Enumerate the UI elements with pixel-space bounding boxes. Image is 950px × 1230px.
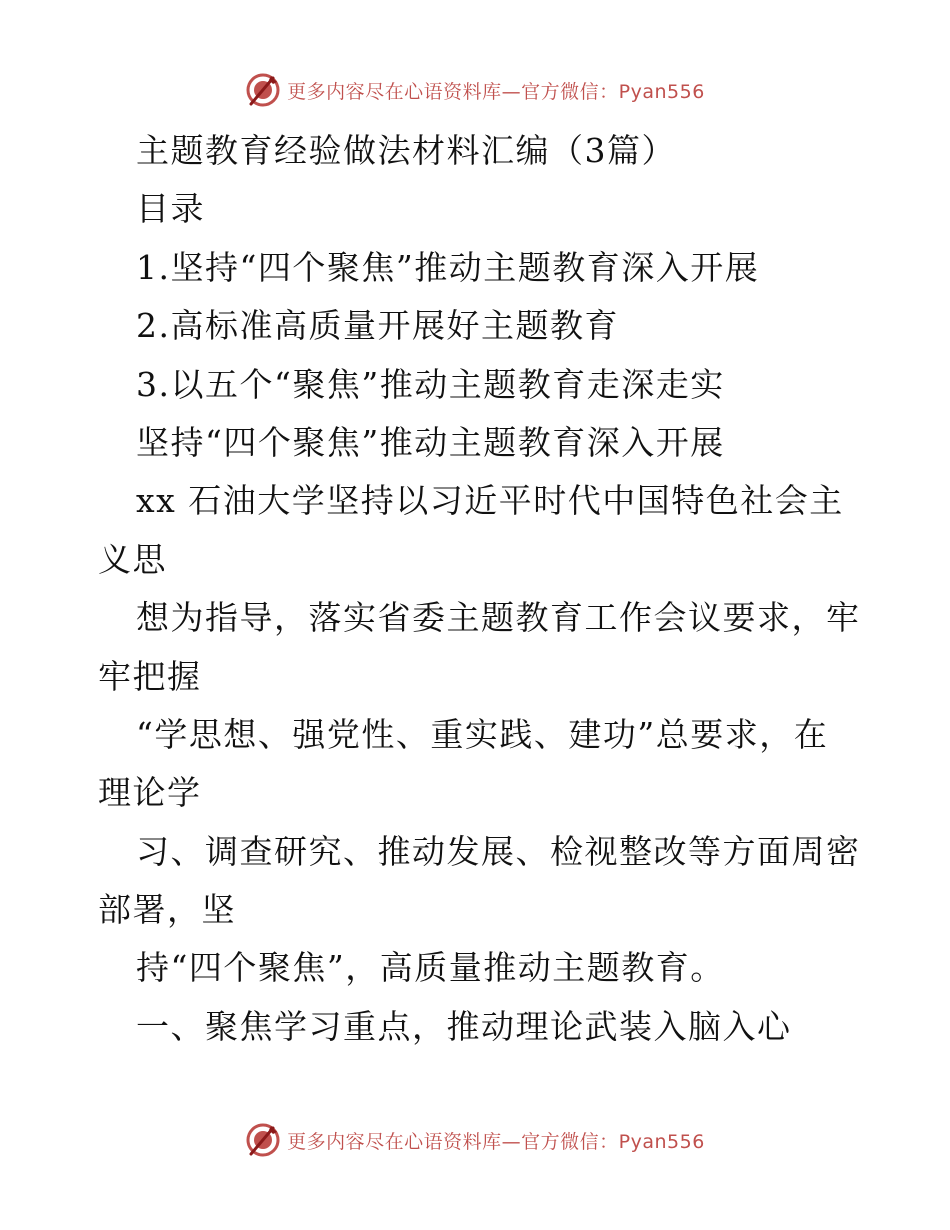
watermark-text: 更多内容尽在心语资料库—官方微信：Pyan556	[287, 1130, 705, 1153]
header-watermark	[0, 70, 950, 110]
toc-heading: 目录	[136, 189, 205, 229]
document-body	[98, 122, 861, 1056]
paragraph-line: 义思	[98, 539, 167, 579]
paragraph-line: 牢把握	[98, 656, 202, 696]
paragraph-line: 习、调查研究、推动发展、检视整改等方面周密	[136, 831, 861, 871]
pen-seal-icon	[245, 1122, 281, 1158]
toc-item-1: 1.坚持“四个聚焦”推动主题教育深入开展	[136, 247, 760, 287]
paragraph-line: 理论学	[98, 773, 202, 813]
document-title: 主题教育经验做法材料汇编（3篇）	[136, 131, 676, 170]
pen-seal-icon	[245, 72, 281, 108]
toc-item-3: 3.以五个“聚焦”推动主题教育走深走实	[136, 364, 725, 404]
paragraph-line: “学思想、强党性、重实践、建功”总要求，在	[136, 714, 829, 754]
toc-item-2: 2.高标准高质量开展好主题教育	[136, 306, 619, 346]
subsection-heading: 一、聚焦学习重点，推动理论武装入脑入心	[136, 1006, 792, 1046]
paragraph-line: 持“四个聚焦”，高质量推动主题教育。	[136, 948, 725, 988]
paragraph-line: 部署，坚	[98, 890, 236, 930]
section-title: 坚持“四个聚焦”推动主题教育深入开展	[136, 422, 725, 462]
paragraph-line: 想为指导，落实省委主题教育工作会议要求，牢	[136, 598, 861, 638]
footer-watermark	[0, 1120, 950, 1160]
watermark-text: 更多内容尽在心语资料库—官方微信：Pyan556	[287, 80, 705, 103]
paragraph-line: xx 石油大学坚持以习近平时代中国特色社会主	[136, 481, 844, 521]
